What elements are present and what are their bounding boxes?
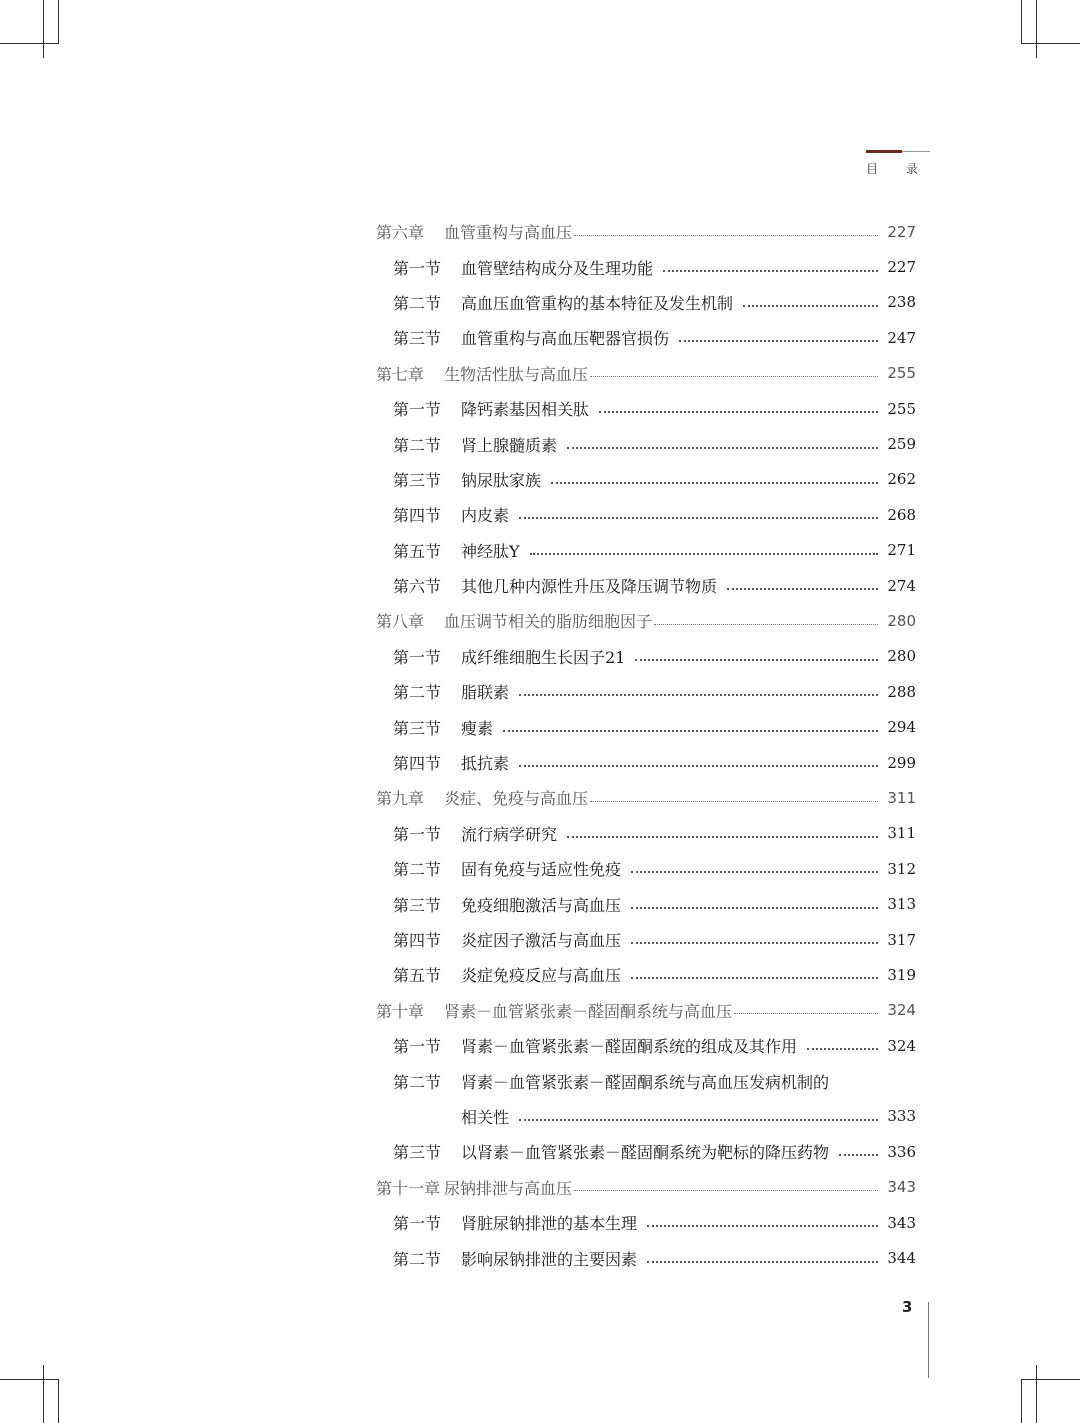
toc-entry-title: 成纤维细胞生长因子21 [461, 647, 626, 667]
toc-entry-title: 降钙素基因相关肽 [461, 400, 590, 420]
toc-entry-title: 钠尿肽家族 [461, 470, 542, 490]
toc-page-number: 268 [887, 505, 916, 524]
header-rule-light [902, 151, 930, 152]
toc-section-row[interactable] [376, 426, 916, 461]
toc-entry-title: 肾脏尿钠排泄的基本生理 [461, 1214, 638, 1234]
dot-leader [574, 1189, 878, 1191]
dot-leader [631, 870, 878, 873]
page-number: 3 [902, 1298, 913, 1316]
toc-page-number: 227 [887, 258, 916, 277]
toc-section-row[interactable] [376, 568, 916, 603]
toc-chapter-row[interactable] [376, 356, 916, 391]
toc-section-row[interactable] [376, 1240, 916, 1275]
crop-mark [43, 0, 44, 58]
toc-page-number: 299 [887, 753, 916, 772]
toc-page-number: 227 [887, 222, 916, 241]
toc-entry-title: 肾素－血管紧张素－醛固酮系统与高血压发病机制的 [461, 1072, 830, 1092]
toc-entry-title: 尿钠排泄与高血压 [444, 1178, 573, 1198]
toc-section-row[interactable] [376, 1099, 916, 1134]
dot-leader [631, 976, 878, 979]
toc-entry-title: 瘦素 [461, 718, 494, 738]
running-header: 目 录 [866, 162, 930, 176]
crop-mark [1036, 1365, 1037, 1423]
crop-mark [0, 1379, 58, 1380]
toc-page-number: 324 [887, 1036, 916, 1055]
toc-chapter-row[interactable] [376, 1170, 916, 1205]
dot-leader [519, 1118, 878, 1121]
toc-page-number: 336 [887, 1142, 916, 1161]
toc-section-row[interactable] [376, 745, 916, 780]
toc-entry-number: 第十章 [376, 1001, 425, 1021]
toc-entry-number: 第六节 [393, 577, 442, 597]
toc-entry-title: 影响尿钠排泄的主要因素 [461, 1249, 638, 1269]
toc-entry-number: 第二节 [393, 860, 442, 880]
toc-section-row[interactable] [376, 1134, 916, 1169]
dot-leader [631, 906, 878, 909]
dot-leader [590, 800, 878, 802]
toc-entry-title: 血管重构与高血压 [444, 223, 573, 243]
dot-leader [727, 587, 878, 590]
toc-section-row[interactable] [376, 391, 916, 426]
toc-entry-title: 肾素－血管紧张素－醛固酮系统的组成及其作用 [461, 1037, 798, 1057]
toc-page-number: 317 [887, 930, 916, 949]
toc-page-number: 343 [887, 1178, 916, 1197]
dot-leader [519, 764, 878, 767]
toc-entry-number: 第三节 [393, 895, 442, 915]
toc-entry-number: 第四节 [393, 506, 442, 526]
toc-section-row[interactable] [376, 957, 916, 992]
toc-section-row[interactable] [376, 533, 916, 568]
toc-entry-title: 炎症因子激活与高血压 [461, 931, 622, 950]
toc-entry-title: 炎症免疫反应与高血压 [461, 966, 622, 986]
crop-mark [0, 43, 58, 44]
toc-section-row[interactable] [376, 639, 916, 674]
dot-leader [679, 339, 878, 342]
toc-entry-number: 第十一章 [376, 1178, 441, 1198]
toc-page-number: 280 [887, 611, 916, 630]
toc-chapter-row[interactable] [376, 993, 916, 1028]
toc-section-row[interactable] [376, 249, 916, 284]
toc-entry-title: 肾素－血管紧张素－醛固酮系统与高血压 [444, 1001, 733, 1021]
dot-leader [663, 269, 878, 272]
toc-section-row[interactable] [376, 922, 916, 957]
dot-leader [503, 729, 878, 732]
toc-section-row[interactable] [376, 851, 916, 886]
toc-page-number: 262 [887, 470, 916, 489]
dot-leader [647, 1224, 878, 1227]
toc-entry-number: 第九章 [376, 789, 425, 809]
toc-entry-title: 炎症、免疫与高血压 [444, 789, 589, 809]
toc-entry-number: 第一节 [393, 258, 442, 278]
toc-page-number: 324 [887, 1001, 916, 1020]
toc-page-number: 255 [887, 364, 916, 383]
toc-page-number: 259 [887, 435, 916, 454]
dot-leader [567, 446, 878, 449]
toc-entry-title: 其他几种内源性升压及降压调节物质 [461, 577, 718, 597]
toc-section-row[interactable] [376, 462, 916, 497]
toc-page-number: 294 [887, 718, 916, 737]
dot-leader [654, 623, 878, 625]
toc-page-number: 271 [887, 541, 916, 560]
toc-page-number: 319 [887, 965, 916, 984]
toc-entry-title: 血压调节相关的脂肪细胞因子 [444, 612, 653, 632]
toc-entry-number: 第一节 [393, 1037, 442, 1057]
toc-entry-title: 高血压血管重构的基本特征及发生机制 [461, 293, 734, 313]
toc-entry-number: 第四节 [393, 754, 442, 774]
toc-entry-title: 抵抗素 [461, 754, 510, 774]
toc-entry-title: 血管壁结构成分及生理功能 [461, 258, 654, 278]
toc-chapter-row[interactable] [376, 214, 916, 249]
dot-leader [551, 481, 878, 484]
dot-leader [635, 658, 878, 661]
toc-entry-title: 固有免疫与适应性免疫 [461, 860, 622, 880]
toc-section-row[interactable] [376, 816, 916, 851]
toc-page-number: 247 [887, 328, 916, 347]
crop-mark [58, 1379, 59, 1423]
toc-entry-number: 第一节 [393, 1214, 442, 1234]
toc-section-row[interactable] [376, 1028, 916, 1063]
toc-section-row[interactable] [376, 497, 916, 532]
crop-mark [1021, 0, 1022, 44]
toc-entry-number: 第二节 [393, 435, 442, 455]
toc-page-number: 312 [887, 859, 916, 878]
crop-mark [1022, 1379, 1080, 1380]
toc-page-number: 344 [887, 1249, 916, 1268]
toc-entry-number: 第二节 [393, 1249, 442, 1269]
crop-mark [1036, 0, 1037, 58]
toc-entry-title: 以肾素－血管紧张素－醛固酮系统为靶标的降压药物 [461, 1143, 830, 1163]
toc-entry-title: 相关性 [461, 1107, 510, 1127]
toc-page-number: 288 [887, 682, 916, 701]
dot-leader [590, 375, 878, 377]
toc-entry-number: 第一节 [393, 824, 442, 844]
toc-section-row[interactable] [376, 320, 916, 355]
toc-section-row[interactable] [376, 886, 916, 921]
toc-page-number: 311 [887, 824, 916, 843]
toc-entry-number: 第五节 [393, 541, 442, 561]
toc-page-number: 311 [887, 788, 916, 807]
toc-page-number: 343 [887, 1213, 916, 1232]
toc-page-number: 280 [887, 647, 916, 666]
toc-entry-number: 第二节 [393, 683, 442, 703]
toc-entry-number: 第五节 [393, 966, 442, 986]
dot-leader [530, 552, 878, 555]
toc-chapter-row[interactable] [376, 780, 916, 815]
toc-entry-number: 第四节 [393, 931, 442, 950]
toc-entry-number: 第二节 [393, 293, 442, 313]
toc-entry-title: 脂联素 [461, 683, 510, 703]
toc-entry-number: 第三节 [393, 470, 442, 490]
crop-mark [1021, 1379, 1022, 1423]
dot-leader [807, 1047, 878, 1050]
toc-entry-number: 第七章 [376, 364, 425, 384]
toc-chapter-row[interactable] [376, 603, 916, 638]
toc-page-number: 313 [887, 895, 916, 914]
dot-leader [743, 304, 878, 307]
toc-section-row[interactable] [376, 285, 916, 320]
toc-entry-number: 第三节 [393, 718, 442, 738]
toc-entry-number: 第六章 [376, 223, 425, 243]
toc-entry-title: 内皮素 [461, 506, 510, 526]
dot-leader [734, 1012, 878, 1014]
toc-entry-title: 流行病学研究 [461, 824, 558, 844]
dot-leader [574, 234, 878, 236]
toc-page-number: 255 [887, 399, 916, 418]
toc-entry-title: 血管重构与高血压靶器官损伤 [461, 329, 670, 349]
toc-entry-number: 第二节 [393, 1072, 442, 1092]
toc-section-row[interactable] [376, 1063, 916, 1098]
crop-mark [43, 1365, 44, 1423]
dot-leader [519, 693, 878, 696]
toc-section-row[interactable] [376, 709, 916, 744]
toc-page-number: 238 [887, 293, 916, 312]
header-rule [866, 150, 902, 153]
toc-section-row[interactable] [376, 1205, 916, 1240]
crop-mark [58, 0, 59, 44]
page-number-rule [928, 1302, 929, 1378]
toc-page-number: 274 [887, 576, 916, 595]
toc-entry-number: 第一节 [393, 400, 442, 420]
toc-entry-title: 肾上腺髓质素 [461, 435, 558, 455]
crop-mark [1022, 43, 1080, 44]
dot-leader [567, 835, 878, 838]
toc-entry-title: 神经肽Y [461, 541, 520, 561]
toc-page-number: 333 [887, 1107, 916, 1126]
toc-entry-title: 免疫细胞激活与高血压 [461, 895, 622, 915]
dot-leader [839, 1153, 878, 1156]
toc-entry-number: 第一节 [393, 647, 442, 667]
dot-leader [519, 516, 878, 519]
toc-entry-number: 第八章 [376, 612, 425, 632]
toc-entry-number: 第三节 [393, 329, 442, 349]
toc-entry-number: 第三节 [393, 1143, 442, 1163]
dot-leader [631, 941, 878, 944]
dot-leader [599, 410, 878, 413]
table-of-contents [376, 214, 916, 1276]
toc-entry-title: 生物活性肽与高血压 [444, 364, 589, 384]
toc-section-row[interactable] [376, 674, 916, 709]
dot-leader [647, 1260, 878, 1263]
